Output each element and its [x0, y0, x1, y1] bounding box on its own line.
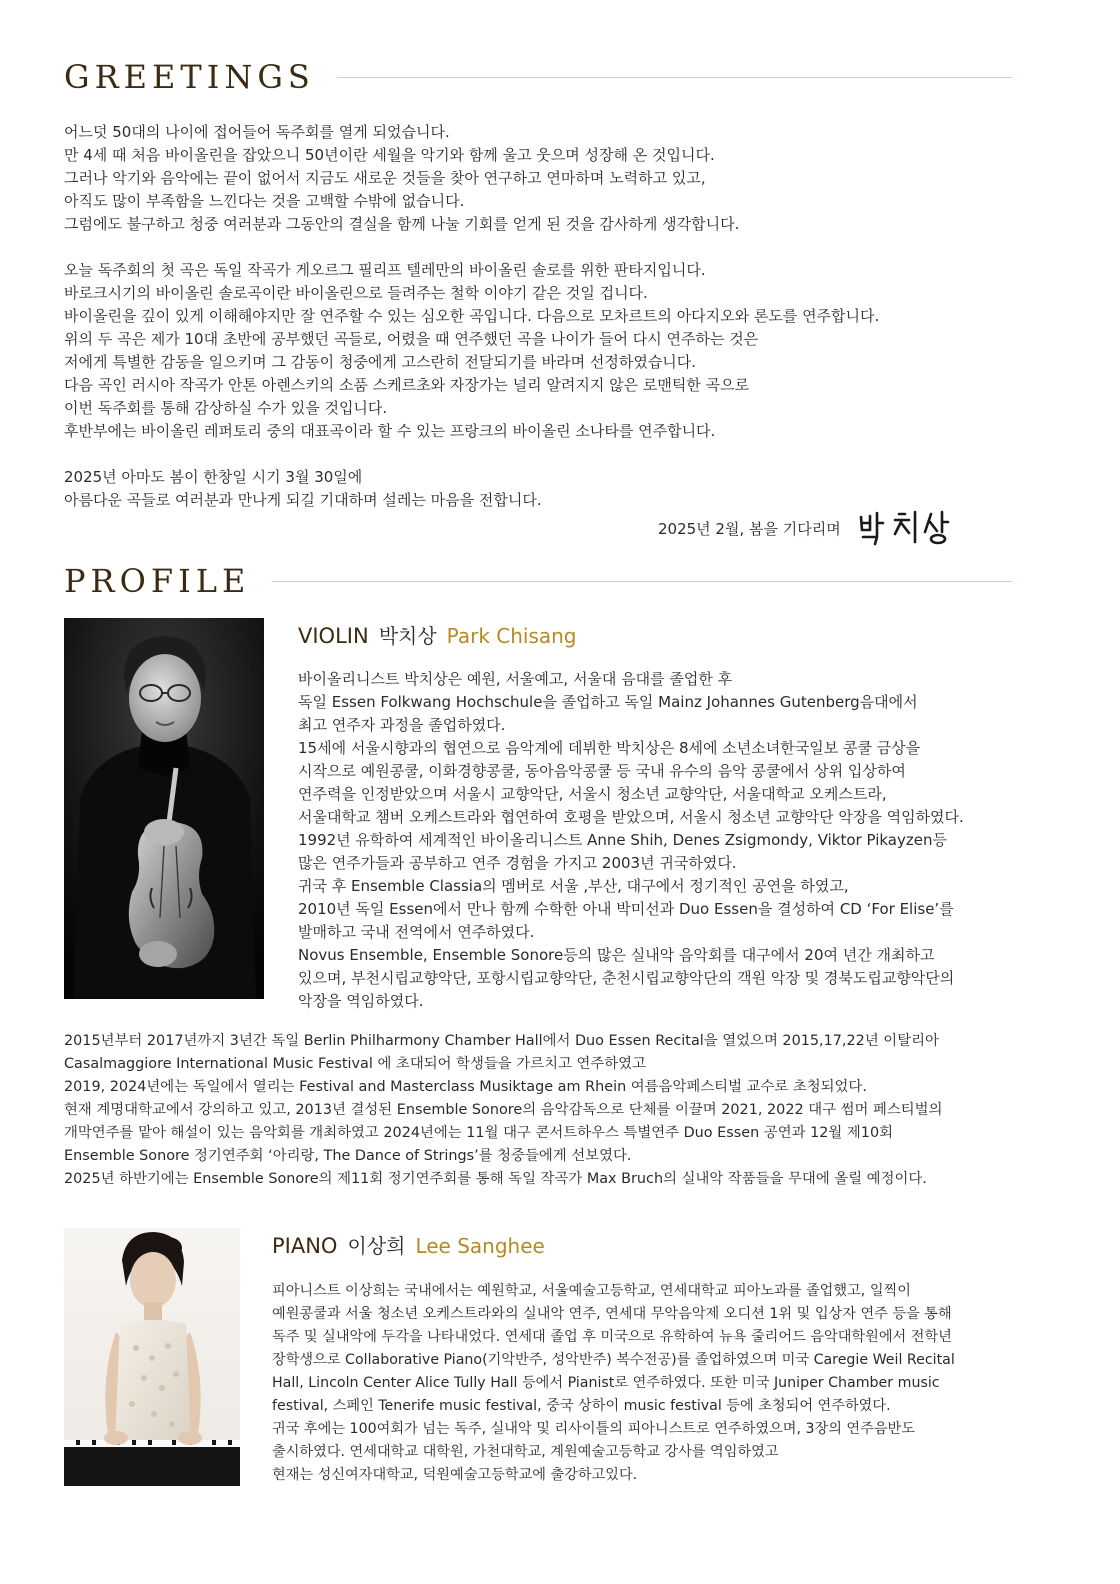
signature-line: [658, 508, 953, 548]
profile-header: [64, 562, 1012, 600]
text-line: 최고 연주자 과정을 졸업하였다.: [298, 716, 506, 734]
text-line: 현재는 성신여자대학교, 덕원예술고등학교에 출강하고있다.: [272, 1467, 638, 1483]
text-line: 장학생으로 Collaborative Piano(기악반주, 성악반주) 복수전공)를 졸업하였으며 미국 Caregie Weil Recital: [272, 1352, 955, 1368]
text-line: 1992년 유학하여 세계적인 바이올리니스트 Anne Shih, Denes Zsigmondy, Viktor Pikayzen등: [298, 831, 947, 849]
pianist-korean-name: 이상희: [347, 1234, 406, 1258]
violinist-english-name: Park Chisang: [446, 624, 577, 648]
greetings-header: [64, 58, 1012, 96]
text-line: Hall, Lincoln Center Alice Tully Hall 등에서 Pianist로 연주하였다. 또한 미국 Juniper Chamber music: [272, 1375, 940, 1391]
text-line: 악장을 역임하였다.: [298, 992, 424, 1010]
greetings-paragraph-1: [64, 121, 739, 236]
text-line: 오늘 독주회의 첫 곡은 독일 작곡가 게오르그 필리프 텔레만의 바이올린 솔로를 위한 판타지입니다.: [64, 261, 706, 279]
profile-divider: [272, 581, 1012, 582]
text-line: festival, 스페인 Tenerife music festival, 중국 상하이 music festival 등에 초청되어 연주하였다.: [272, 1398, 891, 1414]
text-line: 2019, 2024년에는 독일에서 열리는 Festival and Masterclass Musiktage am Rhein 여름음악페스티벌 교수로 초청되었다.: [64, 1079, 867, 1095]
text-line: 피아니스트 이상희는 국내에서는 예원학교, 서울예술고등학교, 연세대학교 피아노과를 졸업했고, 일찍이: [272, 1283, 911, 1299]
signature-date: 2025년 2월, 봄을 기다리며: [658, 519, 841, 538]
greetings-paragraph-2: [64, 259, 879, 443]
text-line: 그러나 악기와 음악에는 끝이 없어서 지금도 새로운 것들을 찾아 연구하고 연마하며 노력하고 있고,: [64, 169, 706, 187]
text-line: 아름다운 곡들로 여러분과 만나게 되길 기대하며 설레는 마음을 전합니다.: [64, 491, 542, 509]
handwritten-signature: [857, 508, 953, 548]
pianist-bio: [272, 1280, 955, 1487]
text-line: 위의 두 곡은 제가 10대 초반에 공부했던 곡들로, 어렸을 때 연주했던 곡을 나이가 들어 다시 연주하는 것은: [64, 330, 759, 348]
text-line: 바로크시기의 바이올린 솔로곡이란 바이올린으로 들려주는 철학 이야기 같은 것일 겁니다.: [64, 284, 648, 302]
greetings-divider: [337, 77, 1012, 78]
text-line: 후반부에는 바이올린 레퍼토리 중의 대표곡이라 할 수 있는 프랑크의 바이올린 소나타를 연주합니다.: [64, 422, 716, 440]
pianist-heading: [272, 1230, 545, 1259]
profile-title: PROFILE: [64, 562, 251, 600]
text-line: 아직도 많이 부족함을 느낀다는 것을 고백할 수밖에 없습니다.: [64, 192, 465, 210]
text-line: 독주 및 실내악에 두각을 나타내었다. 연세대 졸업 후 미국으로 유학하여 뉴욕 줄리어드 음악대학원에서 전학년: [272, 1329, 952, 1345]
text-line: 개막연주를 맡아 해설이 있는 음악회를 개최하였고 2024년에는 11월 대구 콘서트하우스 특별연주 Duo Essen 공연과 12월 제10회: [64, 1125, 894, 1141]
text-line: 귀국 후 Ensemble Classia의 멤버로 서울 ,부산, 대구에서 정기적인 공연을 하였고,: [298, 877, 849, 895]
violinist-bio: [298, 668, 964, 1013]
violinist-bio-continued: [64, 1030, 942, 1191]
text-line: 바이올린을 깊이 있게 이해해야지만 잘 연주할 수 있는 심오한 곡입니다. 다음으로 모차르트의 아다지오와 론도를 연주합니다.: [64, 307, 880, 325]
text-line: 발매하고 국내 전역에서 연주하였다.: [298, 923, 535, 941]
violin-role-label: VIOLIN: [298, 624, 369, 648]
text-line: 귀국 후에는 100여회가 넘는 독주, 실내악 및 리사이틀의 피아니스트로 연주하였으며, 3장의 연주음반도: [272, 1421, 915, 1437]
text-line: 연주력을 인정받았으며 서울시 교향악단, 서울시 청소년 교향악단, 서울대학교 오케스트라,: [298, 785, 887, 803]
text-line: 바이올리니스트 박치상은 예원, 서울예고, 서울대 음대를 졸업한 후: [298, 670, 733, 688]
text-line: 이번 독주회를 통해 감상하실 수가 있을 것입니다.: [64, 399, 388, 417]
text-line: 출시하였다. 연세대학교 대학원, 가천대학교, 계원예술고등학교 강사를 역임하였고: [272, 1444, 779, 1460]
text-line: 15세에 서울시향과의 협연으로 음악계에 데뷔한 박치상은 8세에 소년소녀한국일보 콩쿨 금상을: [298, 739, 921, 757]
text-line: 서울대학교 챔버 오케스트라와 협연하여 호평을 받았으며, 서울시 청소년 교향악단 악장을 역임하였다.: [298, 808, 964, 826]
text-line: 많은 연주가들과 공부하고 연주 경험을 가지고 2003년 귀국하였다.: [298, 854, 737, 872]
text-line: 어느덧 50대의 나이에 접어들어 독주회를 열게 되었습니다.: [64, 123, 450, 141]
pianist-english-name: Lee Sanghee: [415, 1234, 545, 1258]
text-line: 그럼에도 불구하고 청중 여러분과 그동안의 결실을 함께 나눌 기회를 얻게 된 것을 감사하게 생각합니다.: [64, 215, 740, 233]
text-line: 2010년 독일 Essen에서 만나 함께 수학한 아내 박미선과 Duo Essen을 결성하여 CD ‘For Elise’를: [298, 900, 954, 918]
violinist-korean-name: 박치상: [378, 624, 437, 648]
violinist-heading: [298, 620, 577, 649]
text-line: 2025년 하반기에는 Ensemble Sonore의 제11회 정기연주회를 통해 독일 작곡가 Max Bruch의 실내악 작품들을 무대에 올릴 예정이다.: [64, 1171, 927, 1187]
text-line: 있으며, 부천시립교향악단, 포항시립교향악단, 춘천시립교향악단의 객원 악장 및 경북도립교향악단의: [298, 969, 955, 987]
text-line: 독일 Essen Folkwang Hochschule을 졸업하고 독일 Mainz Johannes Gutenberg음대에서: [298, 693, 918, 711]
piano-role-label: PIANO: [272, 1234, 338, 1258]
text-line: 예원콩쿨과 서울 청소년 오케스트라와의 실내악 연주, 연세대 무악음악제 오디션 1위 및 입상자 연주 등을 통해: [272, 1306, 952, 1322]
pianist-portrait: [64, 1228, 240, 1486]
text-line: 다음 곡인 러시아 작곡가 안톤 아렌스키의 소품 스케르초와 자장가는 널리 알려지지 않은 로맨틱한 곡으로: [64, 376, 750, 394]
text-line: 2025년 아마도 봄이 한창일 시기 3월 30일에: [64, 468, 363, 486]
greetings-title: GREETINGS: [64, 58, 315, 96]
violinist-portrait: [64, 618, 264, 999]
text-line: 시작으로 예원콩쿨, 이화경향콩쿨, 동아음악콩쿨 등 국내 유수의 음악 콩쿨에서 상위 입상하여: [298, 762, 906, 780]
text-line: Novus Ensemble, Ensemble Sonore등의 많은 실내악 음악회를 대구에서 20여 년간 개최하고: [298, 946, 935, 964]
text-line: 현재 계명대학교에서 강의하고 있고, 2013년 결성된 Ensemble Sonore의 음악감독으로 단체를 이끌며 2021, 2022 대구 썸머 페스티벌의: [64, 1102, 943, 1118]
text-line: 만 4세 때 처음 바이올린을 잡았으니 50년이란 세월을 악기와 함께 울고 웃으며 성장해 온 것입니다.: [64, 146, 715, 164]
text-line: Casalmaggiore International Music Festival 에 초대되어 학생들을 가르치고 연주하였고: [64, 1056, 646, 1072]
greetings-paragraph-3: [64, 466, 542, 512]
text-line: Ensemble Sonore 정기연주회 ‘아리랑, The Dance of Strings’를 청중들에게 선보였다.: [64, 1148, 632, 1164]
text-line: 2015년부터 2017년까지 3년간 독일 Berlin Philharmony Chamber Hall에서 Duo Essen Recital을 열었으며 2015,17,22년 이탈리아: [64, 1033, 939, 1049]
text-line: 저에게 특별한 감동을 일으키며 그 감동이 청중에게 고스란히 전달되기를 바라며 선정하였습니다.: [64, 353, 697, 371]
